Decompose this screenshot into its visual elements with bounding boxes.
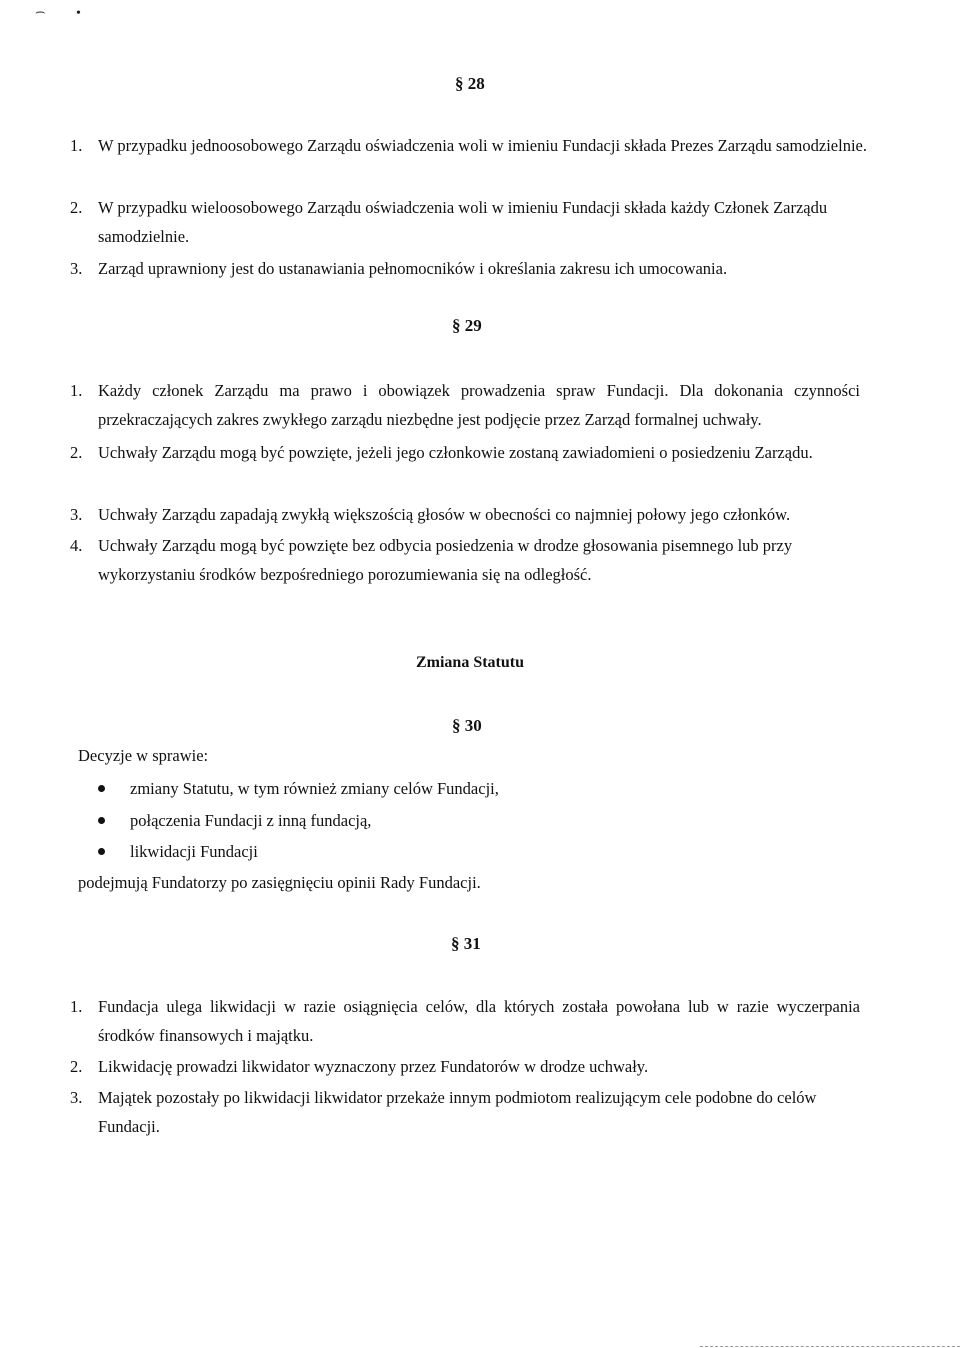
list-item bbox=[70, 193, 870, 251]
section-heading-30: § 30 bbox=[452, 716, 482, 735]
bullet-text: zmiany Statutu, w tym również zmiany celów Fundacji, bbox=[130, 779, 499, 798]
paragraph-outro: podejmują Fundatorzy po zasięgnięciu opinii Rady Fundacji. bbox=[78, 873, 481, 892]
item-text: Uchwały Zarządu zapadają zwykłą większością głosów w obecności co najmniej połowy jego członków. bbox=[98, 505, 791, 524]
item-number: 1. bbox=[70, 136, 83, 155]
bullet-icon bbox=[98, 817, 105, 824]
item-number: 3. bbox=[70, 259, 83, 278]
item-text: Zarząd uprawniony jest do ustanawiania pełnomocników i określania zakresu ich umocowania. bbox=[98, 259, 728, 278]
item-text: W przypadku wieloosobowego Zarządu oświadczenia woli w imieniu Fundacji składa każdy Członek Zarządu samodzielnie. bbox=[98, 198, 828, 246]
item-text: Majątek pozostały po likwidacji likwidator przekaże innym podmiotom realizującym cele podobne do celów Fundacji. bbox=[98, 1088, 817, 1136]
item-text: Uchwały Zarządu mogą być powzięte, jeżeli jego członkowie zostaną zawiadomieni o posiedzeniu Zarządu. bbox=[98, 443, 813, 462]
list-item bbox=[70, 992, 860, 1050]
item-text: Fundacja ulega likwidacji w razie osiągnięcia celów, dla których została powołana lub w razie wyczerpania środków finansowych i majątku. bbox=[98, 997, 860, 1045]
item-number: 2. bbox=[70, 443, 83, 462]
list-item bbox=[70, 438, 860, 467]
bullet-text: likwidacji Fundacji bbox=[130, 842, 258, 861]
list-item bbox=[70, 1052, 860, 1081]
list-item bbox=[70, 1083, 860, 1141]
item-number: 1. bbox=[70, 997, 83, 1016]
list-item bbox=[70, 254, 870, 283]
bullet-item bbox=[98, 806, 371, 835]
corner-dot: • bbox=[76, 6, 81, 21]
bullet-item bbox=[98, 774, 499, 803]
bullet-text: połączenia Fundacji z inną fundacją, bbox=[130, 811, 372, 830]
section-title: Zmiana Statutu bbox=[415, 654, 525, 671]
list-item bbox=[70, 376, 860, 434]
section-heading-29: § 29 bbox=[452, 316, 482, 335]
section-heading-31: § 31 bbox=[451, 934, 481, 953]
item-text: Likwidację prowadzi likwidator wyznaczony przez Fundatorów w drodze uchwały. bbox=[98, 1057, 649, 1076]
item-number: 1. bbox=[70, 381, 83, 400]
item-number: 3. bbox=[70, 505, 83, 524]
item-number: 4. bbox=[70, 536, 83, 555]
bullet-icon bbox=[98, 848, 105, 855]
bullet-icon bbox=[98, 785, 105, 792]
bullet-item bbox=[98, 837, 258, 866]
paragraph-intro: Decyzje w sprawie: bbox=[78, 746, 209, 765]
item-number: 2. bbox=[70, 1057, 83, 1076]
item-text: W przypadku jednoosobowego Zarządu oświadczenia woli w imieniu Fundacji składa Prezes Zarządu samodzielnie. bbox=[98, 136, 867, 155]
list-item bbox=[70, 531, 860, 589]
list-item bbox=[70, 500, 860, 529]
list-item bbox=[70, 131, 870, 160]
section-heading-28: § 28 bbox=[455, 74, 485, 93]
item-text: Każdy członek Zarządu ma prawo i obowiązek prowadzenia spraw Fundacji. Dla dokonania czynności przekraczających zakres zwykłego zarządu niezbędne jest podjęcie przez Zarząd formalnej uchwały. bbox=[98, 381, 860, 429]
item-number: 3. bbox=[70, 1088, 83, 1107]
item-text: Uchwały Zarządu mogą być powzięte bez odbycia posiedzenia w drodze głosowania pisemnego lub przy wykorzystaniu środków bezpośredniego porozumiewania się na odległość. bbox=[98, 536, 793, 584]
item-number: 2. bbox=[70, 198, 83, 217]
